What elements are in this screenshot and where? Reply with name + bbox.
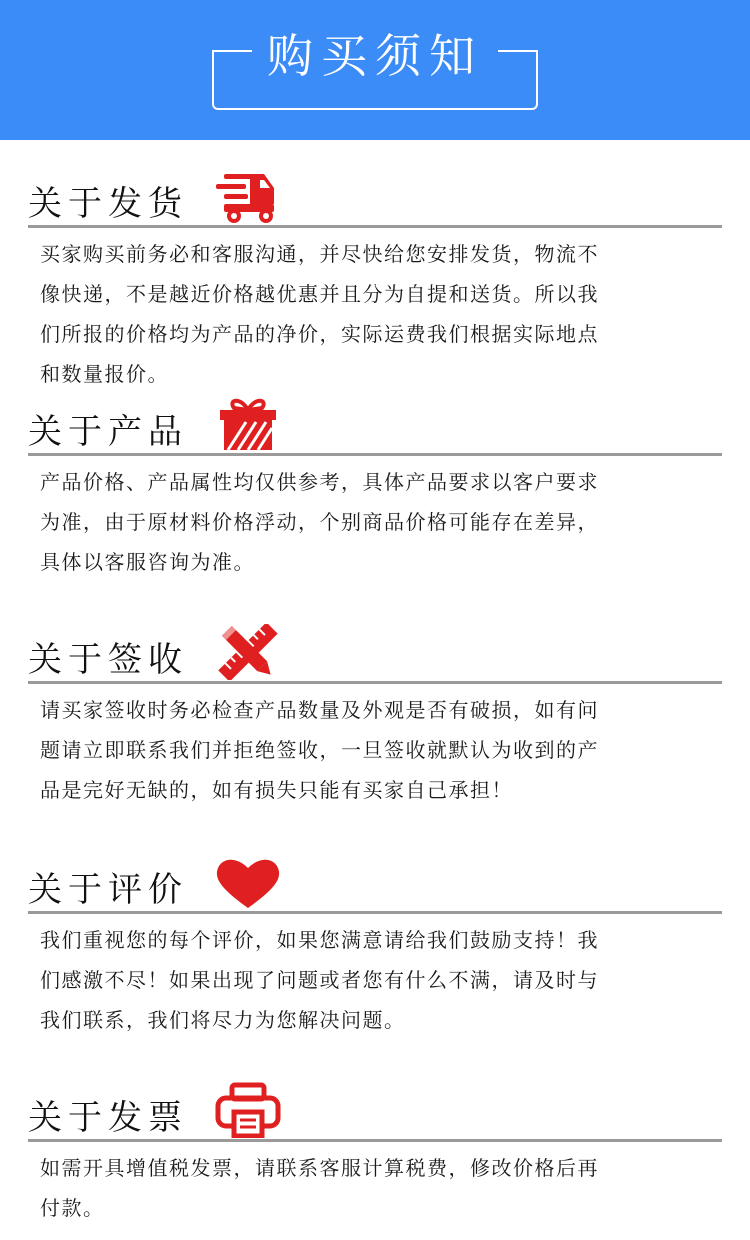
page-title: 购买须知 [267, 29, 483, 83]
text-line: 如需开具增值税发票，请联系客服计算税费，修改价格后再 [40, 1156, 599, 1180]
section-title: 关于发货 [28, 184, 188, 224]
section-divider [28, 1139, 722, 1142]
text-line: 我们联系，我们将尽力为您解决问题。 [40, 1008, 406, 1032]
text-line: 们感激不尽！如果出现了问题或者您有什么不满，请及时与 [40, 968, 599, 992]
section-text [40, 462, 712, 582]
section-divider [28, 225, 722, 228]
pencil-ruler-icon [210, 624, 286, 680]
section-divider [28, 681, 722, 684]
section-divider [28, 911, 722, 914]
text-line: 付款。 [40, 1196, 105, 1220]
delivery-truck-icon [210, 168, 286, 224]
gift-box-icon [210, 396, 286, 452]
section-divider [28, 453, 722, 456]
text-line: 买家购买前务必和客服沟通，并尽快给您安排发货，物流不 [40, 242, 599, 266]
section-title: 关于发票 [28, 1098, 188, 1138]
text-line: 请买家签收时务必检查产品数量及外观是否有破损，如有问 [40, 698, 599, 722]
text-line: 我们重视您的每个评价，如果您满意请给我们鼓励支持！我 [40, 928, 599, 952]
printer-icon [210, 1082, 286, 1138]
header-banner [0, 0, 750, 140]
section-text [40, 690, 712, 810]
text-line: 题请立即联系我们并拒绝签收，一旦签收就默认为收到的产 [40, 738, 599, 762]
text-line: 产品价格、产品属性均仅供参考，具体产品要求以客户要求 [40, 470, 599, 494]
section-title: 关于签收 [28, 640, 188, 680]
section-text [40, 234, 712, 394]
text-line: 为准，由于原材料价格浮动，个别商品价格可能存在差异， [40, 510, 599, 534]
section-text [40, 1148, 712, 1228]
text-line: 和数量报价。 [40, 362, 169, 386]
text-line: 品是完好无缺的，如有损失只能有买家自己承担！ [40, 778, 513, 802]
section-title: 关于评价 [28, 870, 188, 910]
text-line: 像快递，不是越近价格越优惠并且分为自提和送货。所以我 [40, 282, 599, 306]
section-text [40, 920, 712, 1040]
section-title: 关于产品 [28, 412, 188, 452]
text-line: 具体以客服咨询为准。 [40, 550, 255, 574]
heart-icon [210, 854, 286, 910]
text-line: 们所报的价格均为产品的净价，实际运费我们根据实际地点 [40, 322, 599, 346]
